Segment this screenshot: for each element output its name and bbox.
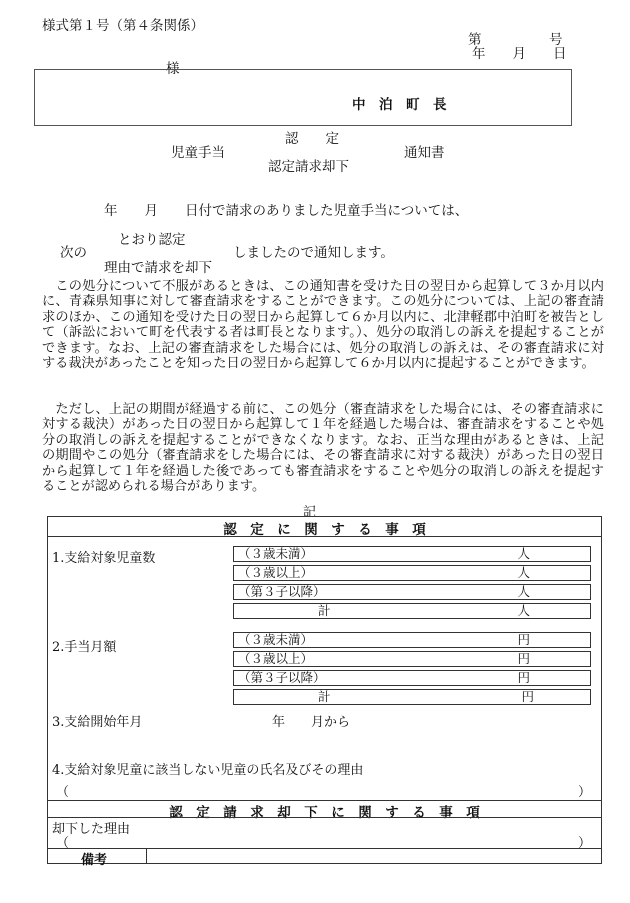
- body-line-1: 年 月 日付で請求のありました児童手当については、: [104, 203, 469, 219]
- title-option-approve: 認 定: [285, 131, 339, 147]
- title-left: 児童手当: [171, 145, 225, 161]
- item-1-row-under-3[interactable]: [233, 546, 591, 562]
- notice-paragraph-1: この処分について不服があるときは、この通知書を受けた日の翌日から起算して３か月以内に、青森県知事に対して審査請求をすることができます。この処分については、上記の審査請求のほか、この通知を受けた日の翌日から起算して６か月以内に、北津軽郡中泊町を被告として（訴訟において町を代表する者は町長となります。）、処分の取消しの訴えを提起することができます。なお、上記の審査請求をした場合には、処分の取消しの訴えは、その審査請求に対する裁決があったことを知った日の翌日から起算して６か月以内に提起することができます。: [42, 279, 604, 372]
- row-unit: 人: [517, 584, 530, 599]
- item-2-row-3-and-over[interactable]: [233, 651, 591, 667]
- ki-label: 記: [303, 505, 317, 520]
- row-label: （３歳以上）: [238, 565, 314, 580]
- row-unit: 人: [517, 565, 530, 580]
- document-date-label: 年 月 日: [472, 46, 567, 62]
- divider: [47, 536, 602, 537]
- body-line-2-right: しましたので通知します。: [233, 245, 394, 261]
- document-number-label: 第 号: [468, 32, 563, 48]
- row-label: （３歳未満）: [238, 632, 314, 647]
- item-1-row-3-and-over[interactable]: [233, 565, 591, 581]
- divider: [146, 848, 147, 864]
- remarks-input[interactable]: [148, 849, 600, 863]
- row-unit: 円: [517, 632, 530, 647]
- rejection-reason-label: 却下した理由: [52, 822, 131, 837]
- row-label: （第３子以降）: [238, 584, 326, 599]
- item-4-paren-close: ）: [578, 785, 592, 800]
- title-option-reject: 認定請求却下: [268, 159, 349, 175]
- address-box[interactable]: [34, 69, 572, 126]
- section-approval-header: 認 定 に 関 す る 事 項: [223, 522, 426, 538]
- sender-name: 中 泊 町 長: [352, 97, 447, 113]
- body-option-approve: とおり認定: [118, 232, 186, 248]
- item-4-paren-open: （: [56, 785, 70, 800]
- item-1-label: 1.支給対象児童数: [52, 551, 156, 566]
- remarks-label: 備考: [81, 853, 108, 868]
- section-rejection-header: 認 定 請 求 却 下 に 関 す る 事 項: [169, 805, 480, 821]
- item-2-row-under-3[interactable]: [233, 632, 591, 648]
- total-label: 計: [318, 689, 331, 704]
- item-2-row-total[interactable]: [233, 689, 591, 705]
- row-unit: 円: [517, 670, 530, 685]
- row-unit: 円: [521, 689, 534, 704]
- rejection-paren-close: ）: [578, 836, 592, 851]
- row-label: （３歳未満）: [238, 546, 314, 561]
- body-line-2-left: 次の: [60, 245, 87, 261]
- title-right: 通知書: [404, 145, 445, 161]
- item-3-label: 3.支給開始年月: [52, 715, 143, 730]
- total-label: 計: [318, 603, 331, 618]
- row-unit: 人: [517, 603, 530, 618]
- body-option-reject: 理由で請求を却下: [104, 260, 212, 276]
- item-1-row-third-child[interactable]: [233, 584, 591, 600]
- notice-paragraph-2: ただし、上記の期間が経過する前に、この処分（審査請求をした場合には、その審査請求に対する裁決）があった日の翌日から起算して１年を経過した場合は、審査請求をすることや処分の取消しの訴えを提起することができなくなります。なお、正当な理由があるときは、上記の期間やこの処分（審査請求をした場合には、その審査請求に対する裁決）があった日の翌日から起算して１年を経過した後であっても審査請求をすることや処分の取消しの訴えを提起することが認められる場合があります。: [42, 402, 604, 495]
- row-label: （第３子以降）: [238, 670, 326, 685]
- row-label: （３歳以上）: [238, 651, 314, 666]
- addressee-suffix: 様: [166, 61, 180, 77]
- item-4-input[interactable]: [70, 779, 570, 795]
- form-label: 様式第１号（第４条関係）: [42, 18, 204, 34]
- row-unit: 人: [517, 546, 530, 561]
- item-2-label: 2.手当月額: [52, 640, 117, 655]
- divider: [47, 817, 602, 818]
- item-4-label: 4.支給対象児童に該当しない児童の氏名及びその理由: [52, 763, 364, 778]
- row-unit: 円: [517, 651, 530, 666]
- item-2-row-third-child[interactable]: [233, 670, 591, 686]
- rejection-paren-open: （: [56, 836, 70, 851]
- item-3-value[interactable]: 年 月から: [272, 715, 351, 730]
- rejection-reason-input[interactable]: [70, 832, 570, 846]
- item-1-row-total[interactable]: [233, 603, 591, 619]
